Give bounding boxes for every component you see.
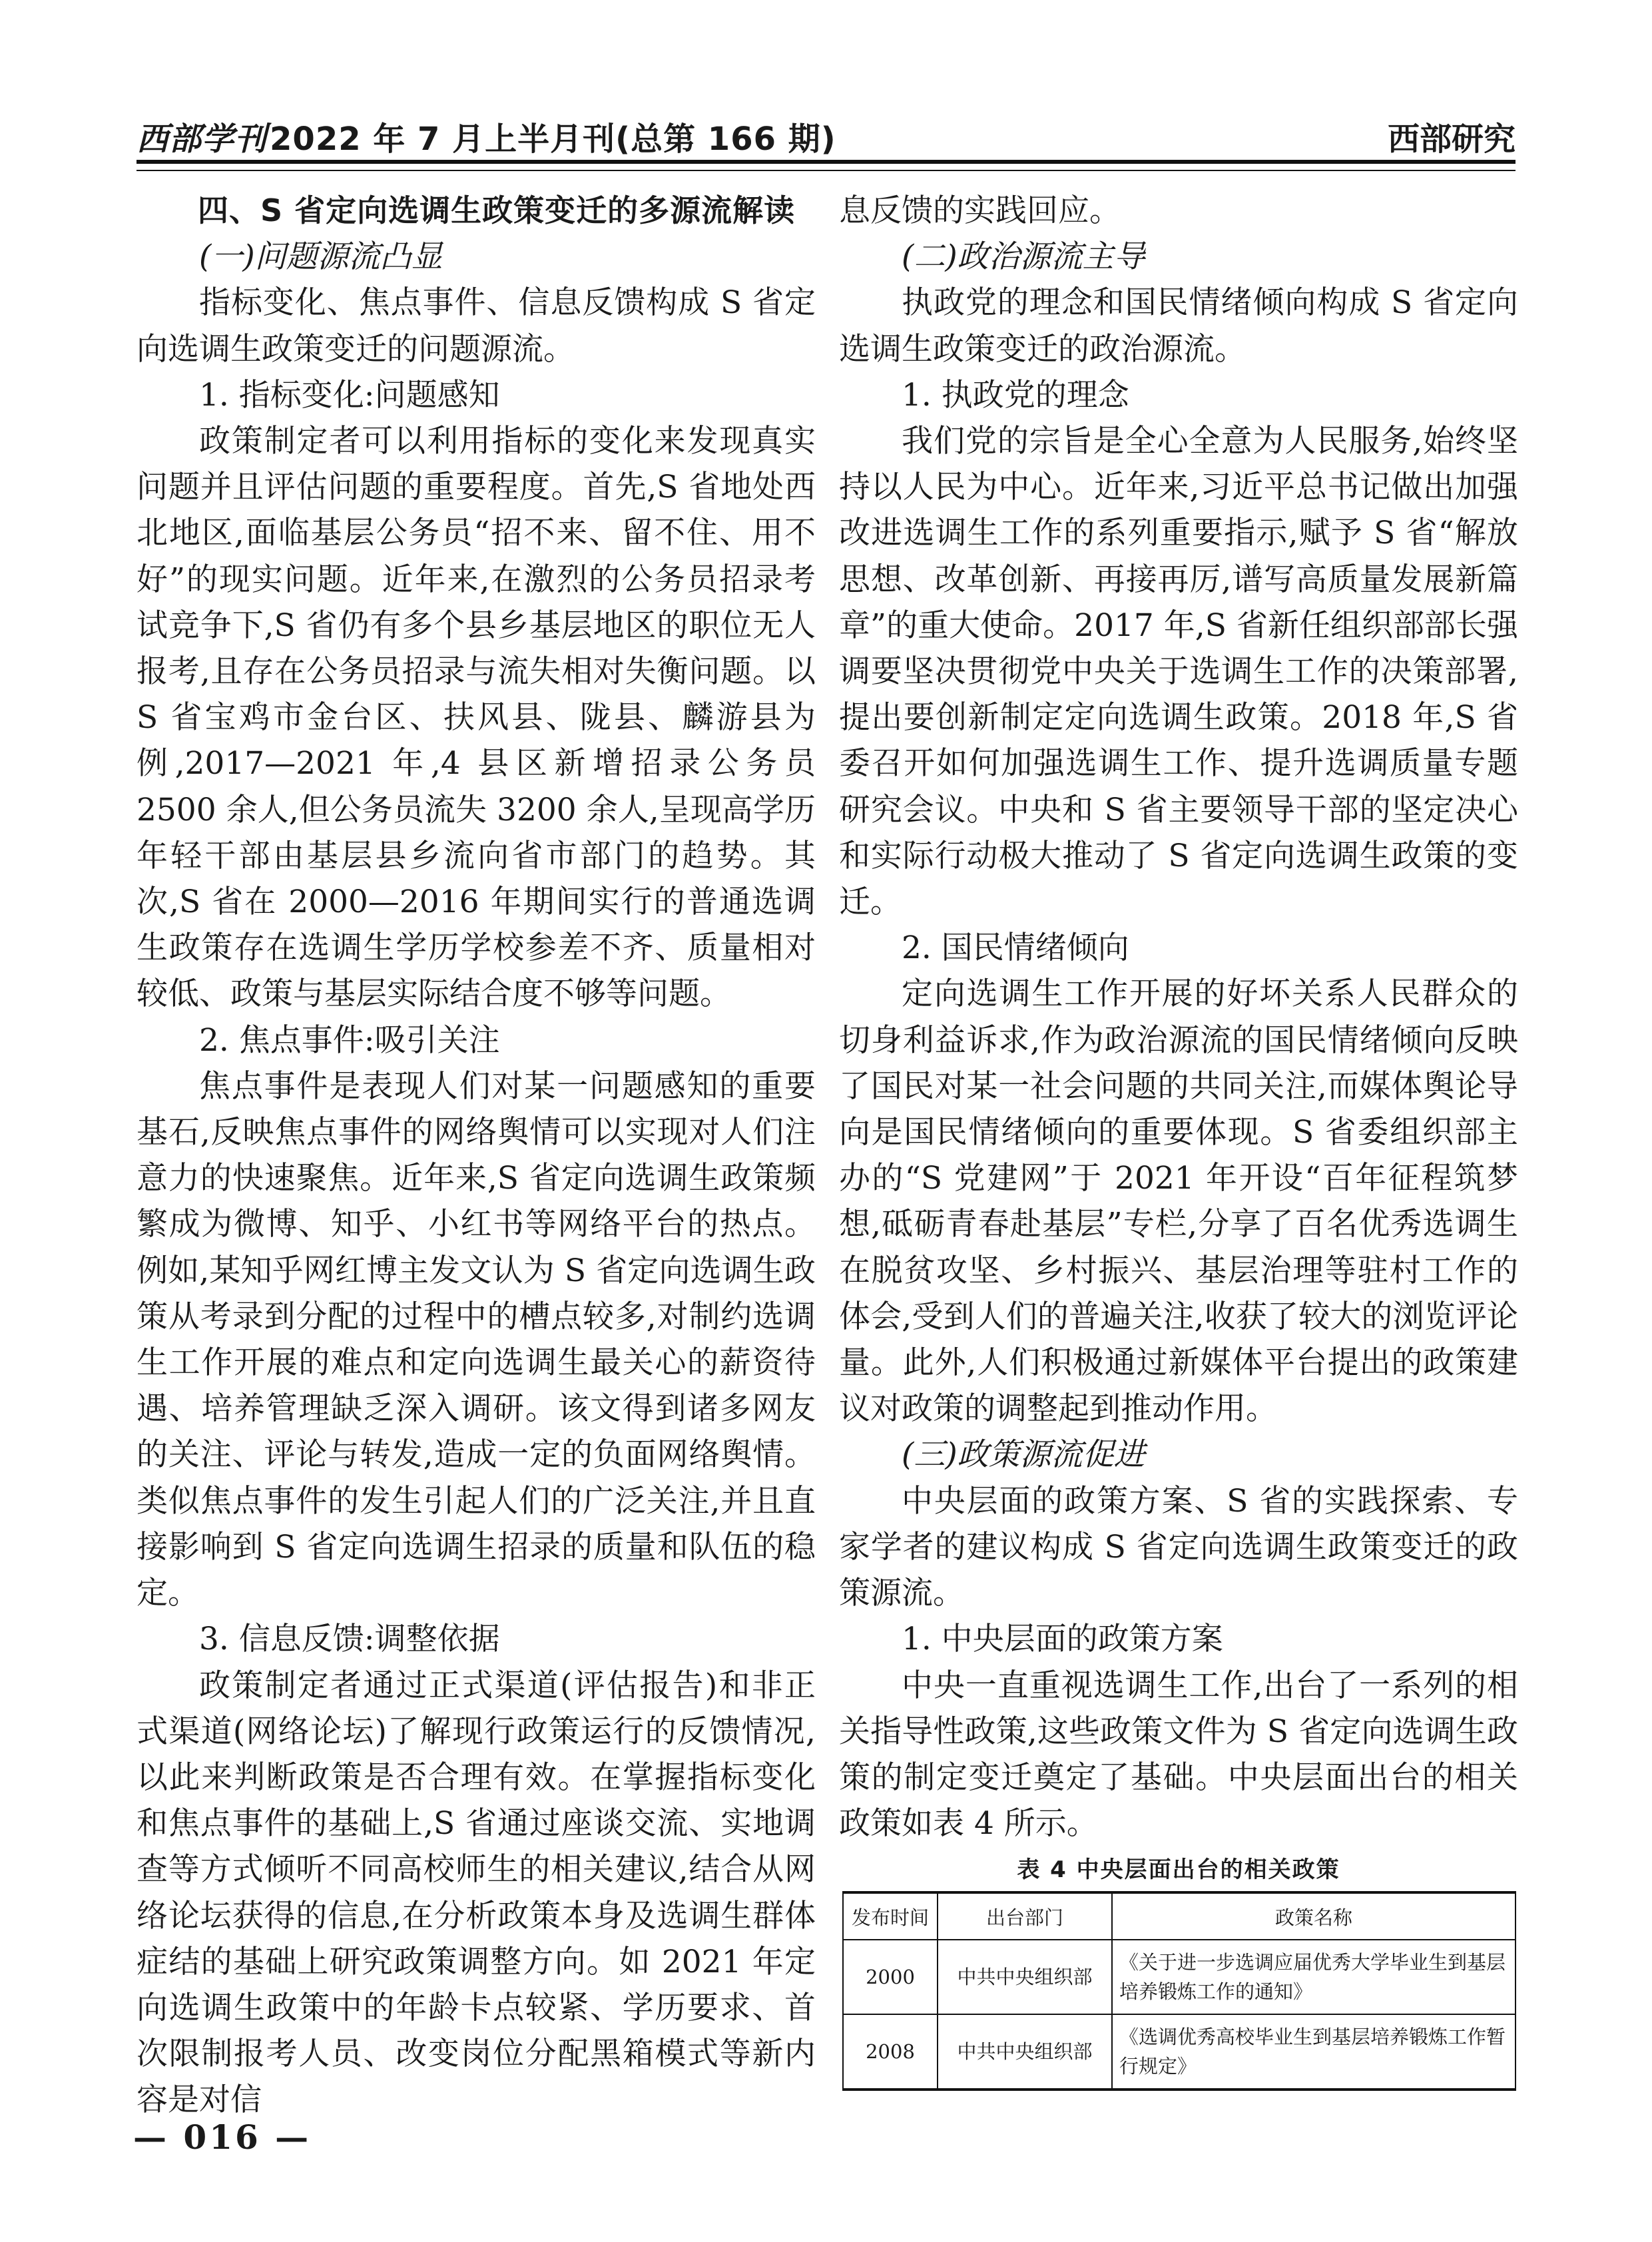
header-rule-thin (137, 170, 1515, 171)
left-column (137, 188, 816, 2123)
sub-subsection-heading: 2. 国民情绪倾向 (902, 930, 1129, 967)
table-header-cell: 发布时间 (843, 1892, 938, 1940)
paragraph: 中央一直重视选调生工作,出台了一系列的相关指导性政策,这些政策文件为 S 省定向选调生政策的制定变迁奠定了基础。中央层面出台的相关政策如表 4 所示。 (839, 1667, 1518, 1842)
issue-info: 2022 年 7 月上半月刊(总第 166 期) (270, 121, 836, 158)
table-cell: 中共中央组织部 (938, 2014, 1112, 2090)
table-caption: 表 4 中央层面出台的相关政策 (1017, 1856, 1340, 1883)
paragraph: 政策制定者通过正式渠道(评估报告)和非正式渠道(网络论坛)了解现行政策运行的反馈情况,以此来判断政策是否合理有效。在掌握指标变化和焦点事件的基础上,S 省通过座谈交流、实地调查等方式倾听不同高校师生的相关建议,结合从网络论坛获得的信息,在分析政策本身及选调生群体症结的基础上研究政策调整方向。如 2021 年定向选调生政策中的年龄卡点较紧、学历要求、首次限制报考人员、改变岗位分配黑箱模式等新内容是对信 (137, 1667, 816, 2119)
subsection-heading: (二)政治源流主导 (902, 238, 1145, 276)
paragraph: 政策制定者可以利用指标的变化来发现真实问题并且评估问题的重要程度。首先,S 省地处西北地区,面临基层公务员“招不来、留不住、用不好”的现实问题。近年来,在激烈的公务员招录考试竞争下,S 省仍有多个县乡基层地区的职位无人报考,且存在公务员招录与流失相对失衡问题。以 S 省宝鸡市金台区、扶风县、陇县、麟游县为例,2017—2021 年,4 县区新增招录公务员 2500 余人,但公务员流失 3200 余人,呈现高学历年轻干部由基层县乡流向省市部门的趋势。其次,S 省在 2000—2016 年期间实行的普通选调生政策存在选调生学历学校参差不齐、质量相对较低、政策与基层实际结合度不够等问题。 (137, 423, 816, 1013)
sub-subsection-heading: 1. 执政党的理念 (902, 376, 1129, 414)
journal-logo: 西部学刊 (137, 121, 268, 158)
paragraph: 定向选调生工作开展的好坏关系人民群众的切身利益诉求,作为政治源流的国民情绪倾向反映了国民对某一社会问题的共同关注,而媒体舆论导向是国民情绪倾向的重要体现。S 省委组织部主办的“S 党建网”于 2021 年开设“百年征程筑梦想,砥砺青春赴基层”专栏,分享了百名优秀选调生在脱贫攻坚、乡村振兴、基层治理等驻村工作的体会,受到人们的普遍关注,收获了较大的浏览评论量。此外,人们积极通过新媒体平台提出的政策建议对政策的调整起到推动作用。 (839, 976, 1518, 1428)
journal-title (137, 113, 836, 159)
paragraph: 我们党的宗旨是全心全意为人民服务,始终坚持以人民为中心。近年来,习近平总书记做出加强改进选调生工作的系列重要指示,赋予 S 省“解放思想、改革创新、再接再厉,谱写高质量发展新篇章”的重大使命。2017 年,S 省新任组织部部长强调要坚决贯彻党中央关于选调生工作的决策部署,提出要创新制定定向选调生政策。2018 年,S 省委召开如何加强选调生工作、提升选调质量专题研究会议。中央和 S 省主要领导干部的坚定决心和实际行动极大推动了 S 省定向选调生政策的变迁。 (839, 423, 1518, 921)
table-header-cell: 出台部门 (938, 1892, 1112, 1940)
table-cell: 《关于进一步选调应届优秀大学毕业生到基层培养锻炼工作的通知》 (1112, 1940, 1515, 2014)
paragraph: 执政党的理念和国民情绪倾向构成 S 省定向选调生政策变迁的政治源流。 (839, 284, 1518, 368)
sub-subsection-heading: 2. 焦点事件:吸引关注 (199, 1021, 500, 1059)
section-title: 西部研究 (1387, 121, 1515, 158)
table-row (843, 1940, 1515, 2014)
table-cell: 《选调优秀高校毕业生到基层培养锻炼工作暂行规定》 (1112, 2014, 1515, 2090)
table-row (843, 2014, 1515, 2090)
policy-table (842, 1891, 1516, 2091)
subsection-heading: (三)政策源流促进 (902, 1436, 1145, 1474)
running-header (137, 100, 1515, 164)
sub-subsection-heading: 1. 中央层面的政策方案 (902, 1621, 1223, 1658)
sub-subsection-heading: 3. 信息反馈:调整依据 (199, 1621, 500, 1658)
page-number: — 016 — (133, 2117, 312, 2157)
paragraph: 焦点事件是表现人们对某一问题感知的重要基石,反映焦点事件的网络舆情可以实现对人们注意力的快速聚焦。近年来,S 省定向选调生政策频繁成为微博、知乎、小红书等网络平台的热点。例如,某知乎网红博主发文认为 S 省定向选调生政策从考录到分配的过程中的槽点较多,对制约选调生工作开展的难点和定向选调生最关心的薪资待遇、培养管理缺乏深入调研。该文得到诸多网友的关注、评论与转发,造成一定的负面网络舆情。类似焦点事件的发生引起人们的广泛关注,并且直接影响到 S 省定向选调生招录的质量和队伍的稳定。 (137, 1067, 816, 1612)
paragraph: 指标变化、焦点事件、信息反馈构成 S 省定向选调生政策变迁的问题源流。 (137, 284, 816, 368)
paragraph-continuation: 息反馈的实践回应。 (839, 192, 1121, 229)
subsection-heading: (一)问题源流凸显 (199, 238, 443, 276)
right-column (839, 188, 1518, 1846)
section-heading: 四、S 省定向选调生政策变迁的多源流解读 (198, 192, 796, 228)
paragraph: 中央层面的政策方案、S 省的实践探索、专家学者的建议构成 S 省定向选调生政策变迁的政策源流。 (839, 1482, 1518, 1612)
table-cell: 2008 (843, 2014, 938, 2090)
table-cell: 中共中央组织部 (938, 1940, 1112, 2014)
table-cell: 2000 (843, 1940, 938, 2014)
header-rule (137, 160, 1515, 164)
table-header-cell: 政策名称 (1112, 1892, 1515, 1940)
sub-subsection-heading: 1. 指标变化:问题感知 (199, 376, 500, 414)
table-header-row (843, 1892, 1515, 1940)
